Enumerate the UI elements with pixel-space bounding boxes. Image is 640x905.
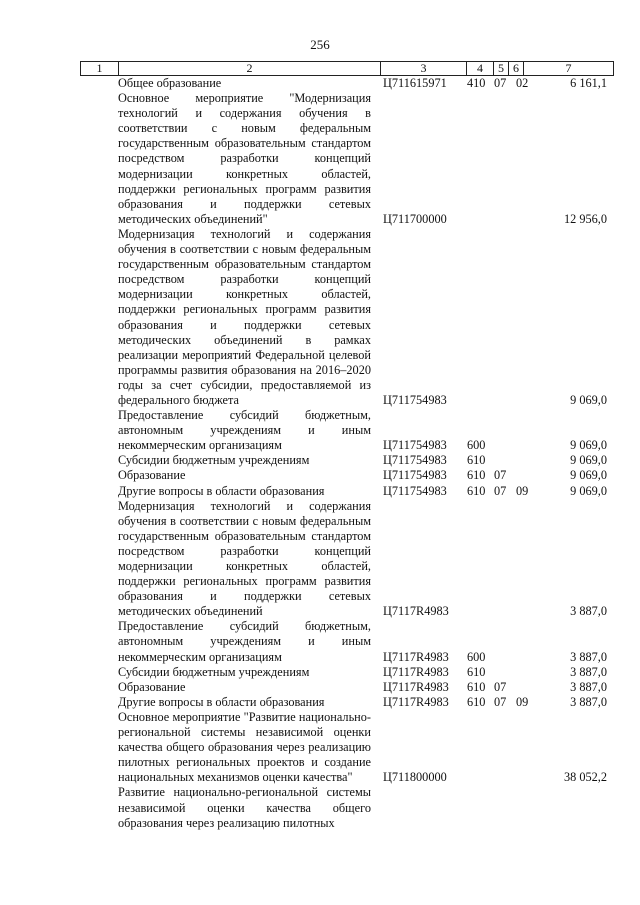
row-amount: 12 956,0 (563, 211, 607, 226)
row-col4: 610 (467, 664, 486, 679)
row-name: Другие вопросы в области образования (118, 483, 325, 498)
row-amount: 38 052,2 (563, 770, 607, 785)
table-row (80, 499, 613, 620)
row-amount: 3 887,0 (570, 679, 607, 694)
column-header-6: 6 (509, 62, 524, 76)
row-name: Другие вопросы в области образования (118, 694, 325, 709)
row-col5: 07 (494, 76, 507, 90)
row-col4: 610 (467, 468, 486, 483)
budget-table-body (80, 76, 613, 831)
row-name: Модернизация технологий и содержания обучения в соответствии с новым федеральным государственным образовательным стандартом посредством разработки концепций модернизации конкретных областей, поддержки региональных программ развития образования и поддержки сетевых методических объединений (118, 498, 371, 619)
row-amount: 6 161,1 (570, 76, 607, 90)
column-header-table (80, 61, 614, 76)
table-row (80, 76, 613, 91)
row-code: Ц7117R4983 (383, 694, 449, 709)
row-col4: 600 (467, 649, 486, 664)
row-name: Развитие национально-региональной системы независимой оценки качества общего образования через реализацию пилотных (118, 785, 371, 830)
row-code: Ц711754983 (383, 483, 447, 498)
row-code: Ц711615971 (383, 76, 447, 90)
row-col6: 09 (516, 694, 529, 709)
column-header-7: 7 (524, 62, 614, 76)
row-col4: 610 (467, 453, 486, 468)
row-code: Ц711754983 (383, 453, 447, 468)
table-row (80, 453, 613, 468)
row-code: Ц7117R4983 (383, 679, 449, 694)
column-header-2: 2 (119, 62, 381, 76)
table-row (80, 710, 613, 785)
table-row (80, 91, 613, 227)
row-amount: 3 887,0 (570, 604, 607, 619)
row-name: Образование (118, 468, 186, 483)
table-row (80, 680, 613, 695)
table-row (80, 619, 613, 664)
row-amount: 9 069,0 (570, 468, 607, 483)
row-amount: 3 887,0 (570, 694, 607, 709)
row-col4: 610 (467, 694, 486, 709)
row-name: Общее образование (118, 76, 222, 90)
row-col5: 07 (494, 468, 507, 483)
row-name: Образование (118, 679, 186, 694)
row-code: Ц711754983 (383, 392, 447, 407)
row-name: Основное мероприятие "Модернизация технологий и содержания обучения в соответствии с новым федеральным государственным образовательным стандартом посредством разработки концепций модернизации конкретных областей, поддержки региональных программ развития образования и поддержки сетевых методических объединений" (118, 91, 371, 226)
row-code: Ц711700000 (383, 211, 447, 226)
row-col5: 07 (494, 483, 507, 498)
row-name: Субсидии бюджетным учреждениям (118, 664, 310, 679)
table-row (80, 665, 613, 680)
column-header-row (81, 62, 614, 76)
row-name: Основное мероприятие "Развитие национально-региональной системы независимой оценки качества общего образования через реализацию пилотных региональных проектов и создание национальных механизмов оценки качества" (118, 709, 371, 785)
row-col4: 410 (467, 76, 486, 90)
row-code: Ц7117R4983 (383, 604, 449, 619)
row-amount: 9 069,0 (570, 438, 607, 453)
table-row (80, 484, 613, 499)
row-col4: 610 (467, 679, 486, 694)
column-header-5: 5 (494, 62, 509, 76)
column-header-1: 1 (81, 62, 119, 76)
column-header-4: 4 (467, 62, 494, 76)
row-col6: 09 (516, 483, 529, 498)
row-name: Предоставление субсидий бюджетным, автономным учреждениям и иным некоммерческим организациям (118, 408, 371, 453)
row-code: Ц7117R4983 (383, 664, 449, 679)
row-col4: 600 (467, 438, 486, 453)
row-code: Ц711754983 (383, 438, 447, 453)
page-number: 256 (310, 37, 330, 52)
table-row (80, 227, 613, 408)
row-col6: 02 (516, 76, 529, 90)
table-row (80, 695, 613, 710)
column-header-3: 3 (381, 62, 467, 76)
row-name: Модернизация технологий и содержания обучения в соответствии с новым федеральным государственным образовательным стандартом посредством разработки концепций модернизации конкретных областей, поддержки региональных программ развития образования и поддержки сетевых методических объединений в рамках реализации мероприятий Федеральной целевой программы развития образования на 2016–2020 годы за счет субсидии, предоставляемой из федерального бюджета (118, 226, 371, 407)
row-name: Предоставление субсидий бюджетным, автономным учреждениям и иным некоммерческим организациям (118, 619, 371, 664)
row-amount: 3 887,0 (570, 664, 607, 679)
row-col5: 07 (494, 694, 507, 709)
table-row (80, 468, 613, 483)
table-row (80, 785, 613, 830)
row-code: Ц711800000 (383, 770, 447, 785)
row-col5: 07 (494, 679, 507, 694)
row-amount: 9 069,0 (570, 453, 607, 468)
row-amount: 9 069,0 (570, 392, 607, 407)
row-code: Ц711754983 (383, 468, 447, 483)
table-row (80, 408, 613, 453)
row-code: Ц7117R4983 (383, 649, 449, 664)
row-col4: 610 (467, 483, 486, 498)
row-amount: 9 069,0 (570, 483, 607, 498)
row-amount: 3 887,0 (570, 649, 607, 664)
row-name: Субсидии бюджетным учреждениям (118, 453, 310, 468)
